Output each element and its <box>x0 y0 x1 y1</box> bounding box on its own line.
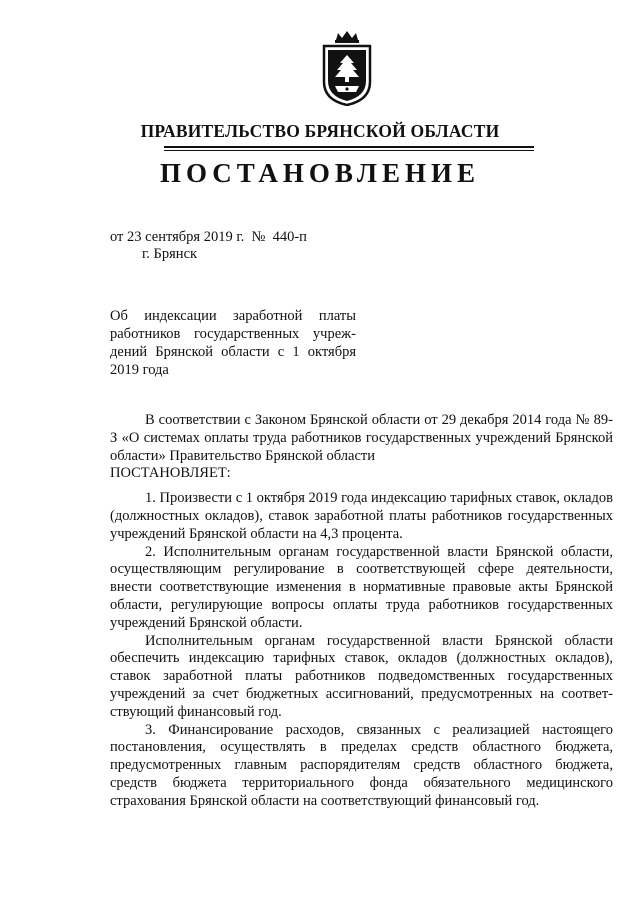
paragraph-2-continued: Исполнительным органам государственной власти Брянской области обеспечить индексацию тарифных ставок, окладов (должностных окладов), ставок заработной платы работников подведомственных государственных учреждений за счет бюджетных ассигнований, предусмотренных на соответствующий финансовый год. <box>110 632 613 720</box>
city: г. Брянск <box>142 246 198 262</box>
subject-line: 2019 года <box>110 362 169 378</box>
decree-word: ПОСТАНОВЛЯЕТ: <box>110 465 231 482</box>
paragraph-3: 3. Финансирование расходов, связанных с реализацией настоящего постановления, осуществлять в пределах средств областного бюджета, предусмотренных главным распорядителям средств областного бюджета, средств бюджета территориального фонда обязательного медицинского страхования Брянской области на соответствующий финансовый год. <box>110 721 613 809</box>
subject-line: дений Брянской области с 1 октября <box>110 344 356 360</box>
subject-line: работников государственных учреж- <box>110 326 356 342</box>
title-rule-thin <box>164 150 534 151</box>
paragraph-1: 1. Произвести с 1 октября 2019 года индексацию тарифных ставок, окладов (должностных окладов), ставок заработной платы работников государственных учреждений Брянской области на 4,3 процента. <box>110 490 613 542</box>
document-body <box>110 412 613 811</box>
document-subject <box>110 307 356 379</box>
coat-of-arms-emblem <box>318 30 376 106</box>
title-rule-thick <box>164 146 534 148</box>
preamble-paragraph: В соответствии с Законом Брянской области от 29 декабря 2014 года № 89-З «О системах оплаты труда работников государственных учреждений Брянской области» Правительство Брянской области <box>110 412 613 464</box>
subject-line: Об индексации заработной платы <box>110 308 356 324</box>
paragraph-2: 2. Исполнительным органам государственной власти Брянской области, осуществляющим регулирование в соответствующей сфере деятельности, внести соответствующие изменения в нормативные правовые акты Брянской области, регулирующие вопросы оплаты труда работников государственных учреждений Брянской области. <box>110 543 613 631</box>
date-and-number: от 23 сентября 2019 г. № 440-п <box>110 229 307 245</box>
document-type: ПОСТАНОВЛЕНИЕ <box>159 158 481 188</box>
government-title: ПРАВИТЕЛЬСТВО БРЯНСКОЙ ОБЛАСТИ <box>140 121 500 141</box>
